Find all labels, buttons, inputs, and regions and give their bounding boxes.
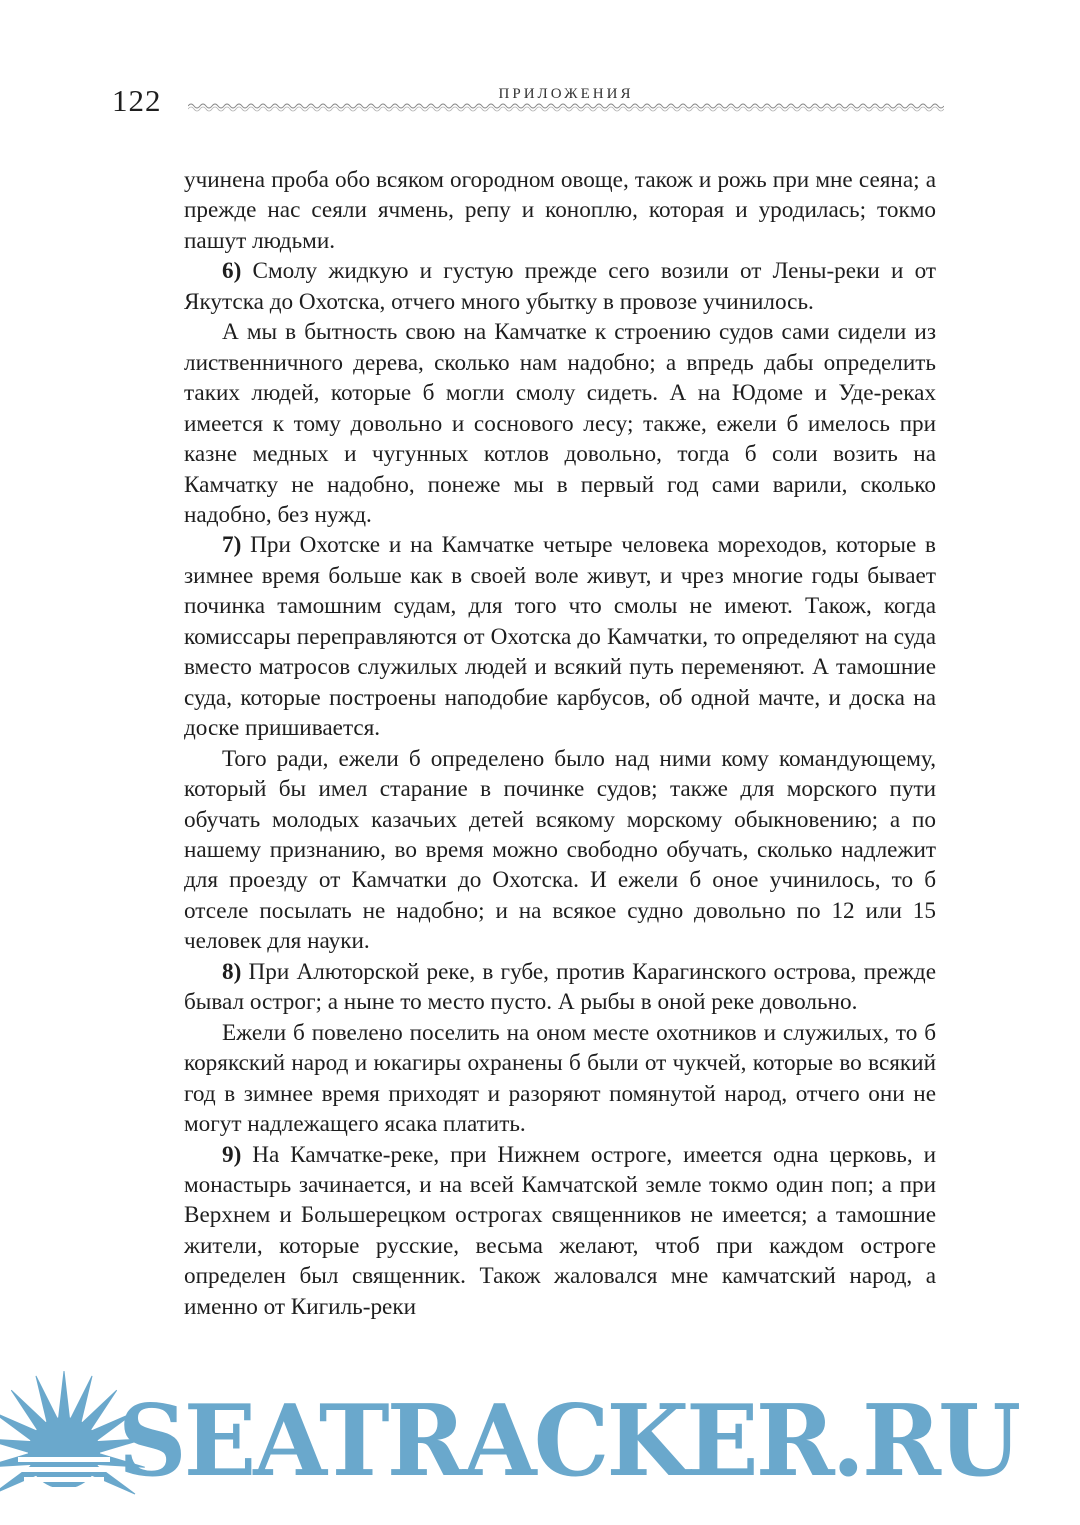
item-number-6: 6) bbox=[222, 258, 242, 285]
paragraph-6-text: При Алюторской реке, в губе, против Карагинского острова, прежде бывал острог; а ныне то место пусто. А рыбы в оной реке довольно. bbox=[184, 958, 936, 1016]
page-header bbox=[112, 84, 944, 124]
paragraph-2-text: Смолу жидкую и густую прежде сего возили от Лены-реки и от Якутска до Охотска, отчего много убытку в провозе учинилось. bbox=[184, 258, 936, 315]
page-number: 122 bbox=[112, 83, 162, 118]
item-number-7: 7) bbox=[222, 532, 242, 559]
item-number-9: 9) bbox=[222, 1141, 242, 1168]
running-head: ПРИЛОЖЕНИЯ bbox=[498, 86, 634, 102]
paragraph-7: Ежели б повелено поселить на оном месте охотников и служилых, то б корякский народ и юкагиры охранены б были от чукчей, которые во всякий год в зимнее время приходят и разоряют помянутой народ, отчего они не могут надлежащего ясака платить. bbox=[184, 1019, 936, 1138]
paragraph-4 bbox=[184, 530, 936, 743]
header-wavy-rule bbox=[188, 102, 944, 112]
paragraph-2 bbox=[184, 256, 936, 317]
item-number-8: 8) bbox=[222, 958, 242, 985]
paragraph-3: А мы в бытность свою на Камчатке к строению судов сами сидели из лиственничного дерева, сколько нам надобно; а впредь дабы определить таких людей, которые б могли смолу сидеть. А на Юдоме и Уде-реках имеется к тому довольно и соснового лесу; также, ежели б имелось при казне медных и чугунных котлов довольно, тогда б соли возить на Камчатку не надобно, понеже мы в первый год сами варили, сколько надобно, без нужд. bbox=[184, 319, 936, 528]
watermark-text: SEATRACKER.RU bbox=[118, 1384, 1019, 1499]
body-text bbox=[184, 165, 936, 1322]
paragraph-5: Того ради, ежели б определено было над ними кому командующему, который бы имел старание в починке судов; также для морского пути обучать молодых казачьих детей всякому морскому обыкновению; а по нашему признанию, во время можно свободно обучать, сколько надлежит для проезду от Камчатки до Охотска. И ежели б оное учинилось, то б отселе посылать не надобно; и на всякое судно довольно по 12 или 15 человек для науки. bbox=[184, 745, 936, 955]
paragraph-8 bbox=[184, 1140, 936, 1323]
paragraph-4-text: При Охотске и на Камчатке четыре человека мореходов, которые в зимнее время больше как в своей воле живут, и чрез многие годы бывает починка тамошним судам, для того что смолы не имеют. Також, когда комиссары переправляются от Охотска до Камчатки, то определяют на суда вместо матросов служилых людей и всякий путь переменяют. А тамошние суда, которые построены наподобие карбусов, об одной мачте, и доска на доске пришивается. bbox=[184, 532, 936, 742]
paragraph-1: учинена проба обо всяком огородном овоще, також и рожь при мне сеяна; а прежде нас сеяли ячмень, репу и коноплю, которая и уродилась; токмо пашут людьми. bbox=[184, 167, 936, 254]
paragraph-6 bbox=[184, 957, 936, 1018]
paragraph-8-text: На Камчатке-реке, при Нижнем остроге, имеется одна церковь, и монастырь зачинается, и на всей Камчатской земле токмо один поп; а при Верхнем и Большерецком острогах священников не имеется; а тамошние жители, которые русские, весьма желают, чтоб при каждом остроге определен был священник. Також жаловался мне камчатский народ, а именно от Кигиль-реки bbox=[184, 1141, 936, 1320]
